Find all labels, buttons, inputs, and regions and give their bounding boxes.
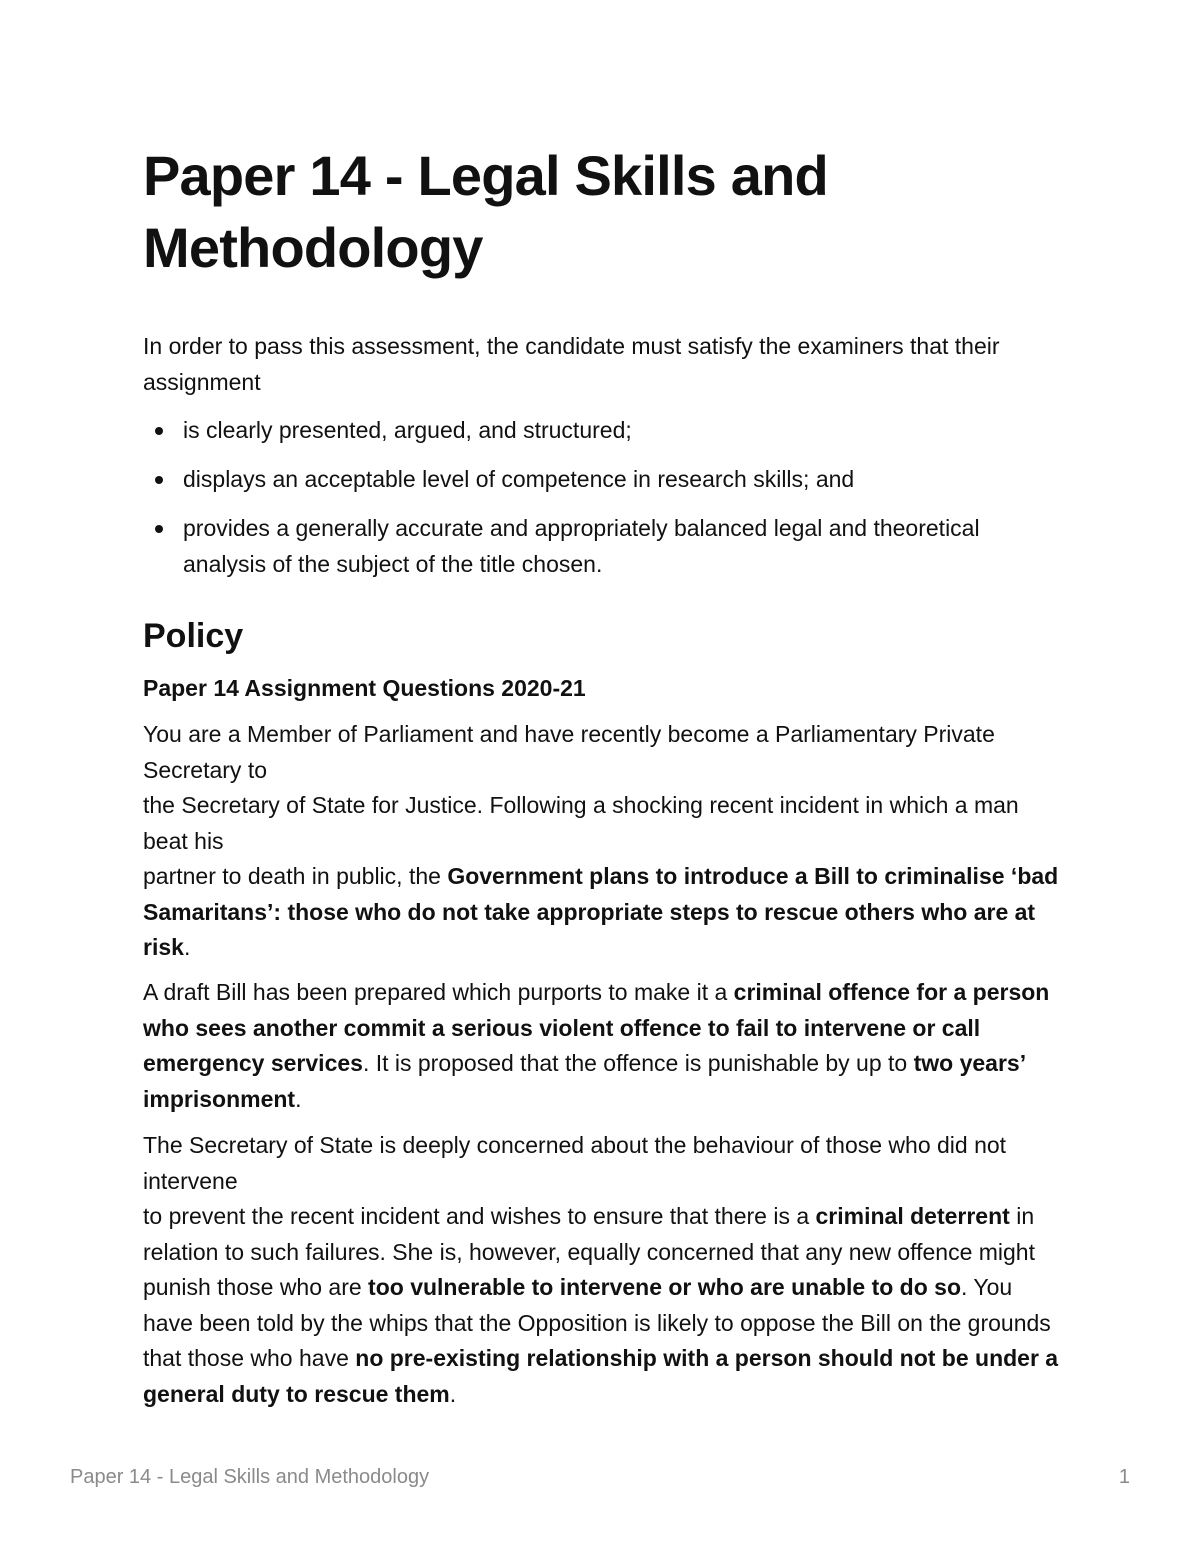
bold-run: Government plans to introduce a Bill to criminalise ‘bad Samaritans’: those who do not take appropriate steps to rescue others who are at risk (143, 863, 1059, 960)
text-line: The Secretary of State is deeply concerned about the behaviour of those who did not intervene (143, 1132, 1007, 1194)
footer-document-title: Paper 14 - Legal Skills and Methodology (70, 1466, 430, 1488)
text-run: partner to death in public, the (143, 863, 448, 889)
bullet-icon (155, 476, 163, 484)
list-item (143, 461, 1068, 497)
paragraph-draft-bill (143, 975, 1068, 1117)
section-heading: Policy (143, 617, 244, 655)
bold-run: two years’ imprisonment (143, 1050, 1025, 1112)
bold-run: too vulnerable to intervene or who are unable to do so (368, 1274, 962, 1300)
text-line: You are a Member of Parliament and have recently become a Parliamentary Private Secretary to (143, 721, 995, 783)
list-item (143, 412, 1068, 448)
bold-run: criminal deterrent (815, 1203, 1010, 1229)
intro-paragraph: In order to pass this assessment, the candidate must satisfy the examiners that their assignment (143, 333, 1000, 395)
paragraph-scenario (143, 717, 1068, 966)
text-run: to prevent the recent incident and wishes to ensure that there is a (143, 1203, 816, 1229)
paragraph-concerns (143, 1128, 1068, 1412)
text-run: . You have been told by the whips that the Opposition is likely to oppose the Bill on the grounds that those who have (143, 1274, 1051, 1371)
requirements-list (143, 412, 1068, 595)
bullet-icon (155, 525, 163, 533)
bold-run: no pre-existing relationship with a person should not be under a general duty to rescue them (143, 1345, 1059, 1407)
text-run: . (449, 1380, 457, 1407)
text-run: . (183, 934, 191, 960)
bullet-icon (155, 427, 163, 435)
list-item-text: displays an acceptable level of competence in research skills; and (183, 466, 855, 492)
bold-run: criminal offence for a person who sees another commit a serious violent offence to fail to intervene or call emergency services (143, 979, 1050, 1076)
list-item-text: is clearly presented, argued, and structured; (183, 417, 632, 443)
footer-page-number: 1 (1118, 1466, 1130, 1488)
document-title: Paper 14 - Legal Skills and Methodology (143, 144, 828, 279)
text-run: A draft Bill has been prepared which purports to make it a (143, 979, 734, 1005)
list-item (143, 510, 1068, 582)
subheading: Paper 14 Assignment Questions 2020-21 (143, 675, 586, 701)
text-run: . It is proposed that the offence is punishable by up to (362, 1050, 914, 1076)
list-item-text: provides a generally accurate and appropriately balanced legal and theoretical analysis of the subject of the title chosen. (183, 515, 980, 577)
text-run: . (295, 1085, 302, 1112)
text-line: the Secretary of State for Justice. Following a shocking recent incident in which a man beat his (143, 792, 1019, 854)
text-run: in relation to such failures. She is, however, equally concerned that any new offence might punish those who are (143, 1203, 1035, 1300)
